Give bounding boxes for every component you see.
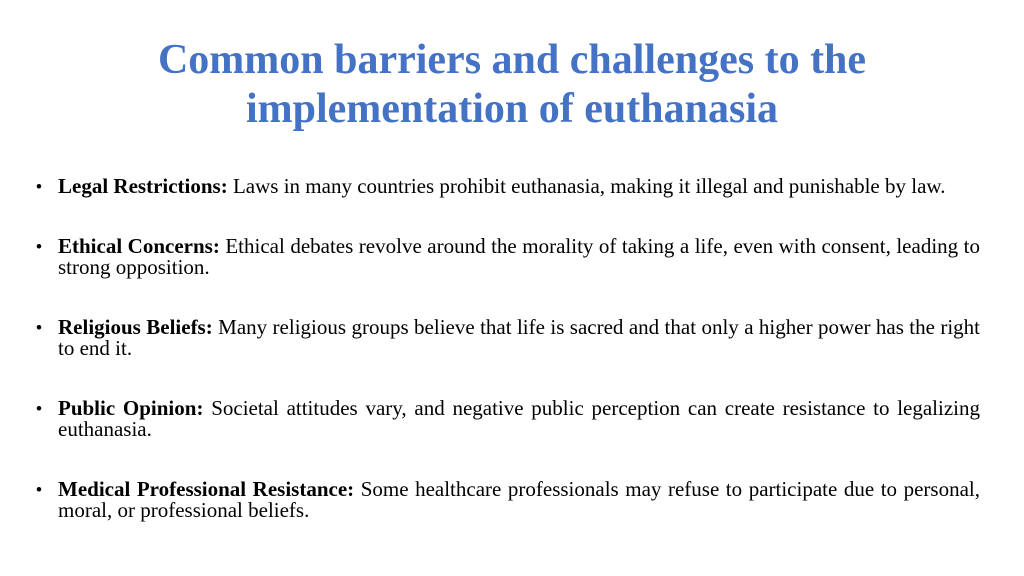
slide-title-line-1: Common barriers and challenges to the [157,37,867,83]
bullet-text: Some healthcare professionals may refuse to participate due to personal, moral, or professional beliefs. [58,477,980,522]
bullet-term: Religious Beliefs: [58,315,213,339]
bullet-text: Societal attitudes vary, and negative public perception can create resistance to legalizing euthanasia. [58,396,980,441]
bullet-icon: • [36,177,42,196]
slide-title [60,36,964,134]
bullet-item-legal-restrictions [34,176,980,197]
bullet-term: Legal Restrictions: [58,174,228,198]
bullet-term: Medical Professional Resistance: [58,477,355,501]
bullet-term: Ethical Concerns: [58,234,220,258]
bullet-icon: • [36,237,42,256]
bullet-icon: • [36,318,42,337]
bullet-item-public-opinion [34,398,980,440]
bullet-list [34,176,980,521]
bullet-icon: • [36,480,42,499]
bullet-item-medical-professional-resistance [34,479,980,521]
bullet-icon: • [36,399,42,418]
bullet-text: Many religious groups believe that life is sacred and that only a higher power has the right to end it. [58,315,981,360]
bullet-term: Public Opinion: [58,396,204,420]
bullet-text: Laws in many countries prohibit euthanasia, making it illegal and punishable by law. [232,174,946,198]
bullet-item-religious-beliefs [34,317,980,359]
bullet-text: Ethical debates revolve around the morality of taking a life, even with consent, leading to strong opposition. [58,234,981,279]
bullet-item-ethical-concerns [34,236,980,278]
slide-title-line-2: implementation of euthanasia [245,86,778,132]
